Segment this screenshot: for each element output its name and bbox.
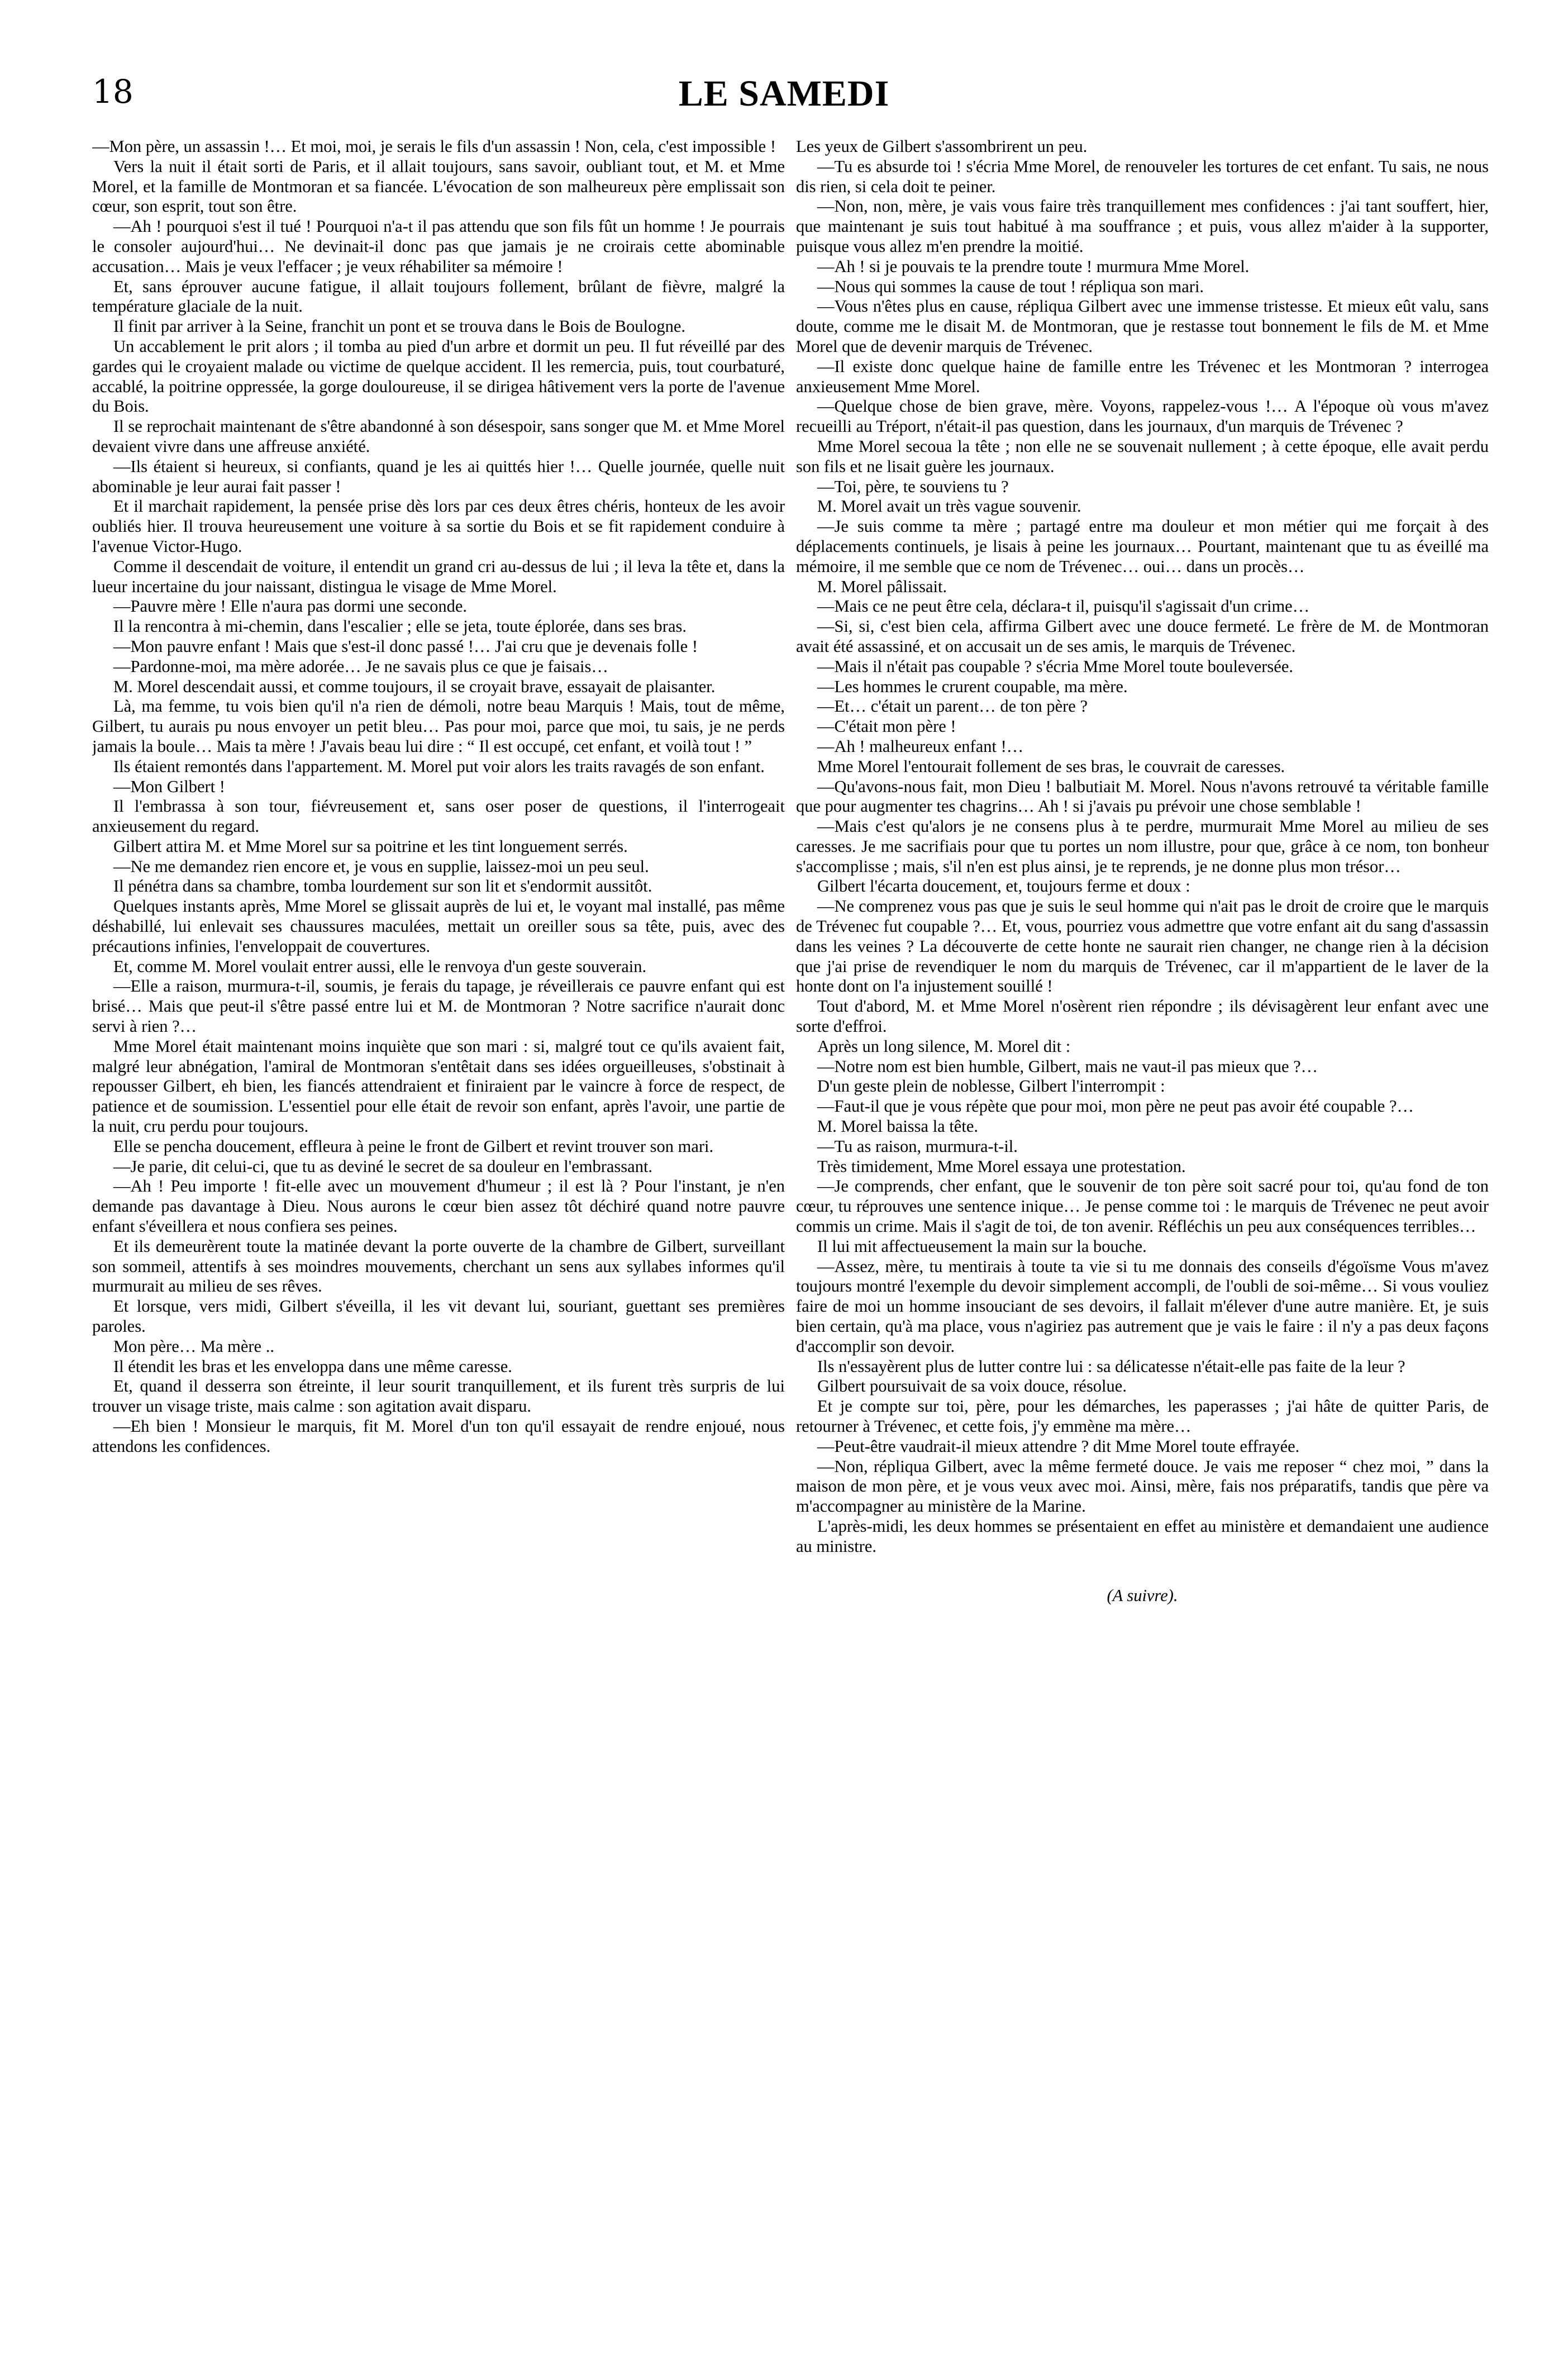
paragraph: —Ah ! Peu importe ! fit-elle avec un mouvement d'humeur ; il est là ? Pour l'instant, je n'en demande pas davantage à Dieu. Nous aurons le cœur bien assez tôt déchiré quand notre pauvre enfant s'éveillera et nous confiera ses peines.: [92, 1177, 785, 1236]
paragraph: Comme il descendait de voiture, il entendit un grand cri au-dessus de lui ; il leva la tête et, dans la lueur incertaine du jour naissant, distingua le visage de Mme Morel.: [92, 556, 785, 596]
paragraph: Et, comme M. Morel voulait entrer aussi, elle le renvoya d'un geste souverain.: [113, 956, 647, 976]
paragraph: Quelques instants après, Mme Morel se glissait auprès de lui et, le voyant mal installé, pas même déshabillé, lui enlevait ses chaussures maculées, mettait un oreiller sous sa tête, puis, avec des précautions infinies, l'enveloppait de couvertures.: [92, 897, 785, 956]
paragraph: —Tu es absurde toi ! s'écria Mme Morel, de renouveler les tortures de cet enfant. Tu sais, ne nous dis rien, si cela doit te peiner.: [796, 156, 1489, 196]
paragraph: —Assez, mère, tu mentirais à toute ta vie si tu me donnais des conseils d'égoïsme Vous m'avez toujours montré l'exemple du devoir simplement accompli, de l'oubli de soi-même… Si vous vouliez faire de moi un homme insouciant de ses devoirs, il fallait m'élever d'une autre manière. Et, je suis bien certain, qu'à ma place, vous n'agiriez pas autrement que je vais le faire : il n'y a pas deux façons d'accomplir son devoir.: [796, 1256, 1489, 1356]
paragraph: Et, quand il desserra son étreinte, il leur sourit tranquillement, et ils furent très surpris de lui trouver un visage triste, mais calme : son agitation avait disparu.: [92, 1376, 785, 1416]
paragraph: L'après-midi, les deux hommes se présentaient en effet au ministère et demandaient une audience au ministre.: [796, 1516, 1489, 1556]
paragraph: —Ah ! pourquoi s'est il tué ! Pourquoi n'a-t il pas attendu que son fils fût un homme ! Je pourrais le consoler aujourd'hui… Ne devinait-il donc pas que jamais je ne croirais cette abominable accusation… Mais je veux l'effacer ; je veux réhabiliter sa mémoire !: [92, 217, 785, 276]
paragraph: —Nous qui sommes la cause de tout ! répliqua son mari.: [817, 277, 1204, 296]
paragraph: —Peut-être vaudrait-il mieux attendre ? dit Mme Morel toute effrayée.: [817, 1436, 1300, 1456]
paragraph: —Elle a raison, murmura-t-il, soumis, je ferais du tapage, je réveillerais ce pauvre enfant qui est brisé… Mais que peut-il s'être passé entre lui et M. de Montmoran ? Notre sacrifice n'aurait donc servi à rien ?…: [92, 977, 785, 1036]
paragraph: Il finit par arriver à la Seine, franchit un pont et se trouva dans le Bois de Boulogne.: [113, 317, 685, 336]
paragraph: M. Morel avait un très vague souvenir.: [817, 497, 1081, 516]
paragraph: Très timidement, Mme Morel essaya une protestation.: [817, 1156, 1186, 1176]
paragraph: Et, sans éprouver aucune fatigue, il allait toujours follement, brûlant de fièvre, malgré la température glaciale de la nuit.: [92, 277, 785, 316]
paragraph: —Les hommes le crurent coupable, ma mère.: [817, 677, 1128, 696]
paragraph: —Ah ! malheureux enfant !…: [817, 736, 1024, 756]
right-column: [796, 137, 1489, 2349]
paragraph: Il se reprochait maintenant de s'être abandonné à son désespoir, sans songer que M. et Mme Morel devaient vivre dans une affreuse anxiété.: [92, 417, 785, 456]
paragraph: Il pénétra dans sa chambre, tomba lourdement sur son lit et s'endormit aussitôt.: [113, 877, 652, 896]
paragraph: —Mon Gilbert !: [113, 777, 225, 796]
publication-title: LE SAMEDI: [678, 73, 890, 114]
to-be-continued: (A suivre).: [1107, 1585, 1178, 1605]
paragraph: —Non, répliqua Gilbert, avec la même fermeté douce. Je vais me reposer “ chez moi, ” dans la maison de mon père, et je vous veux avec moi. Ainsi, mère, fais nos préparatifs, tandis que père va m'accompagner au ministère de la Marine.: [796, 1456, 1489, 1516]
paragraph: Il étendit les bras et les enveloppa dans une même caresse.: [113, 1356, 512, 1376]
paragraph: —Quelque chose de bien grave, mère. Voyons, rappelez-vous !… A l'époque où vous m'avez recueilli au Tréport, n'était-il pas question, dans les journaux, d'un marquis de Trévenec ?: [796, 397, 1489, 436]
paragraph: M. Morel pâlissait.: [817, 577, 947, 596]
paragraph: Gilbert l'écarta doucement, et, toujours ferme et doux :: [817, 877, 1190, 896]
paragraph: Tout d'abord, M. et Mme Morel n'osèrent rien répondre ; ils dévisagèrent leur enfant avec une sorte d'effroi.: [796, 997, 1489, 1036]
paragraph: —Je parie, dit celui-ci, que tu as deviné le secret de sa douleur en l'embrassant.: [113, 1156, 653, 1176]
paragraph: —Mais c'est qu'alors je ne consens plus à te perdre, murmurait Mme Morel au milieu de ses caresses. Je me sacrifiais pour que tu portes un nom illustre, pour que, grâce à ce nom, ton bonheur s'accomplisse ; mais, s'il n'en est plus ainsi, je te reprends, je ne donne plus mon trésor…: [796, 817, 1489, 876]
paragraph: M. Morel descendait aussi, et comme toujours, il se croyait brave, essayait de plaisanter.: [113, 677, 716, 696]
paragraph: Vers la nuit il était sorti de Paris, et il allait toujours, sans savoir, oubliant tout, et M. et Mme Morel, et la famille de Montmoran et sa fiancée. L'évocation de son malheureux père emplissait son cœur, son esprit, tout son être.: [92, 156, 785, 216]
paragraph: —Je suis comme ta mère ; partagé entre ma douleur et mon métier qui me forçait à des déplacements continuels, je lisais à peine les journaux… Pourtant, maintenant que tu as éveillé ma mémoire, il me semble que ce nom de Trévenec… oui… dans un procès…: [796, 517, 1489, 576]
paragraph: Ils étaient remontés dans l'appartement. M. Morel put voir alors les traits ravagés de son enfant.: [113, 756, 765, 776]
paragraph: Et il marchait rapidement, la pensée prise dès lors par ces deux êtres chéris, honteux de les avoir oubliés hier. Il trouva heureusement une voiture à sa sortie du Bois et se fit rapidement conduire à l'avenue Victor-Hugo.: [92, 497, 785, 556]
paragraph: —Notre nom est bien humble, Gilbert, mais ne vaut-il pas mieux que ?…: [817, 1056, 1318, 1076]
paragraph: Il l'embrassa à son tour, fiévreusement et, sans oser poser de questions, il l'interrogeait anxieusement du regard.: [92, 797, 785, 836]
paragraph: —Et… c'était un parent… de ton père ?: [817, 697, 1088, 716]
paragraph: —Vous n'êtes plus en cause, répliqua Gilbert avec une immense tristesse. Et mieux eût valu, sans doute, comme me le disait M. de Montmoran, que je restasse tout bonnement le fils de M. et Mme Morel que de devenir marquis de Trévenec.: [796, 297, 1489, 356]
paragraph: Il la rencontra à mi-chemin, dans l'escalier ; elle se jeta, toute éplorée, dans ses bras.: [113, 617, 687, 636]
paragraph: —Pardonne-moi, ma mère adorée… Je ne savais plus ce que je faisais…: [113, 656, 608, 676]
paragraph: —Ne me demandez rien encore et, je vous en supplie, laissez-moi un peu seul.: [113, 856, 649, 876]
paragraph: —Qu'avons-nous fait, mon Dieu ! balbutiait M. Morel. Nous n'avons retrouvé ta véritable famille que pour augmenter tes chagrins… Ah ! si j'avais pu prévoir une chose semblable !: [796, 777, 1489, 816]
paragraph: Il lui mit affectueusement la main sur la bouche.: [817, 1236, 1147, 1256]
paragraph: —C'était mon père !: [817, 717, 956, 736]
paragraph: Mme Morel l'entourait follement de ses bras, le couvrait de caresses.: [817, 756, 1285, 776]
paragraph: Là, ma femme, tu vois bien qu'il n'a rien de démoli, notre beau Marquis ! Mais, tout de même, Gilbert, tu aurais pu nous envoyer un petit bleu… Pas pour moi, parce que moi, tu sais, je ne perds jamais la boule… Mais ta mère ! J'avais beau lui dire : “ Il est occupé, cet enfant, et voilà tout ! ”: [92, 697, 785, 756]
paragraph: —Non, non, mère, je vais vous faire très tranquillement mes confidences : j'ai tant souffert, hier, que maintenant je suis tout habitué à ma souffrance ; et puis, vous allez m'aider à la supporter, puisque vous allez m'en prendre la moitié.: [796, 197, 1489, 256]
paragraph: Elle se pencha doucement, effleura à peine le front de Gilbert et revint trouver son mari.: [113, 1136, 714, 1156]
paragraph: Un accablement le prit alors ; il tomba au pied d'un arbre et dormit un peu. Il fut réveillé par des gardes qui le croyaient malade ou victime de quelque accident. Il les remercia, puis, tout courbaturé, accablé, la poitrine oppressée, la gorge douloureuse, il se dirigea hâtivement vers la porte de l'avenue du Bois.: [92, 336, 785, 416]
paragraph: Et ils demeurèrent toute la matinée devant la porte ouverte de la chambre de Gilbert, surveillant son sommeil, attentifs à ses moindres mouvements, cherchant un sens aux syllabes informes qu'il murmurait au milieu de ses rêves.: [92, 1236, 785, 1296]
paragraph: Mme Morel était maintenant moins inquiète que son mari : si, malgré tout ce qu'ils avaient fait, malgré leur abnégation, l'amiral de Montmoran s'entêtait dans ses idées orgueilleuses, s'obstinait à repousser Gilbert, eh bien, les fiancés attendraient et finiraient par le vaincre à force de respect, de patience et de soumission. L'essentiel pour elle était de revoir son enfant, après l'avoir, une partie de la nuit, cru perdu pour toujours.: [92, 1036, 785, 1136]
paragraph: Les yeux de Gilbert s'assombrirent un peu.: [796, 137, 1088, 156]
paragraph: Mon père… Ma mère ..: [113, 1336, 274, 1356]
paragraph: —Si, si, c'est bien cela, affirma Gilbert avec une douce fermeté. Le frère de M. de Montmoran avait été assassiné, et on accusait un de ses amis, le marquis de Trévenec.: [796, 617, 1489, 656]
paragraph: Ils n'essayèrent plus de lutter contre lui : sa délicatesse n'était-elle pas faite de la leur ?: [817, 1356, 1405, 1376]
paragraph: Et je compte sur toi, père, pour les démarches, les paperasses ; j'ai hâte de quitter Paris, de retourner à Trévenec, et cette fois, j'y emmène ma mère…: [796, 1397, 1489, 1436]
paragraph: —Ne comprenez vous pas que je suis le seul homme qui n'ait pas le droit de croire que le marquis de Trévenec fut coupable ?… Et, vous, pourriez vous admettre que votre enfant ait du sang d'assassin dans les veines ? La découverte de cette honte ne saurait rien changer, ne change rien à la décision que j'ai prise de revendiquer le nom du marquis de Trévenec, car il m'appartient de le laver de la honte dont on l'a injustement souillé !: [796, 897, 1489, 996]
page-number: 18: [92, 73, 134, 111]
left-column: [92, 137, 785, 2349]
paragraph: Mme Morel secoua la tête ; non elle ne se souvenait nullement ; à cette époque, elle avait perdu son fils et ne lisait guère les journaux.: [796, 436, 1489, 476]
paragraph: —Mais ce ne peut être cela, déclara-t il, puisqu'il s'agissait d'un crime…: [817, 597, 1310, 616]
paragraph: —Tu as raison, murmura-t-il.: [817, 1136, 1018, 1156]
paragraph: M. Morel baissa la tête.: [817, 1117, 978, 1136]
paragraph: Gilbert attira M. et Mme Morel sur sa poitrine et les tint longuement serrés.: [113, 836, 628, 856]
paragraph: —Faut-il que je vous répète que pour moi, mon père ne peut pas avoir été coupable ?…: [817, 1097, 1414, 1116]
paragraph: —Eh bien ! Monsieur le marquis, fit M. Morel d'un ton qu'il essayait de rendre enjoué, nous attendons les confidences.: [92, 1417, 785, 1456]
paragraph: Gilbert poursuivait de sa voix douce, résolue.: [817, 1376, 1127, 1396]
paragraph: D'un geste plein de noblesse, Gilbert l'interrompit :: [817, 1077, 1165, 1096]
page-header: [92, 73, 1476, 123]
paragraph: —Ah ! si je pouvais te la prendre toute ! murmura Mme Morel.: [817, 256, 1250, 276]
paragraph: Et lorsque, vers midi, Gilbert s'éveilla, il les vit devant lui, souriant, guettant ses premières paroles.: [92, 1297, 785, 1336]
paragraph: —Je comprends, cher enfant, que le souvenir de ton père soit sacré pour toi, qu'au fond de ton cœur, tu réprouves une sentence inique… Je pense comme toi : le marquis de Trévenec ne peut avoir commis un crime. Mais il s'agit de toi, de ton avenir. Réfléchis un peu aux conséquences terribles…: [796, 1177, 1489, 1236]
paragraph: —Pauvre mère ! Elle n'aura pas dormi une seconde.: [113, 597, 468, 616]
paragraph: —Mon père, un assassin !… Et moi, moi, je serais le fils d'un assassin ! Non, cela, c'est impossible !: [92, 137, 776, 156]
paragraph: Après un long silence, M. Morel dit :: [817, 1036, 1071, 1056]
paragraph: —Il existe donc quelque haine de famille entre les Trévenec et les Montmoran ? interrogea anxieusement Mme Morel.: [796, 356, 1489, 396]
paragraph: —Mais il n'était pas coupable ? s'écria Mme Morel toute bouleversée.: [817, 656, 1294, 676]
paragraph: —Mon pauvre enfant ! Mais que s'est-il donc passé !… J'ai cru que je devenais folle !: [113, 636, 698, 656]
paragraph: —Ils étaient si heureux, si confiants, quand je les ai quittés hier !… Quelle journée, quelle nuit abominable je leur aurai fait passer !: [92, 456, 785, 496]
paragraph: —Toi, père, te souviens tu ?: [817, 477, 1009, 496]
